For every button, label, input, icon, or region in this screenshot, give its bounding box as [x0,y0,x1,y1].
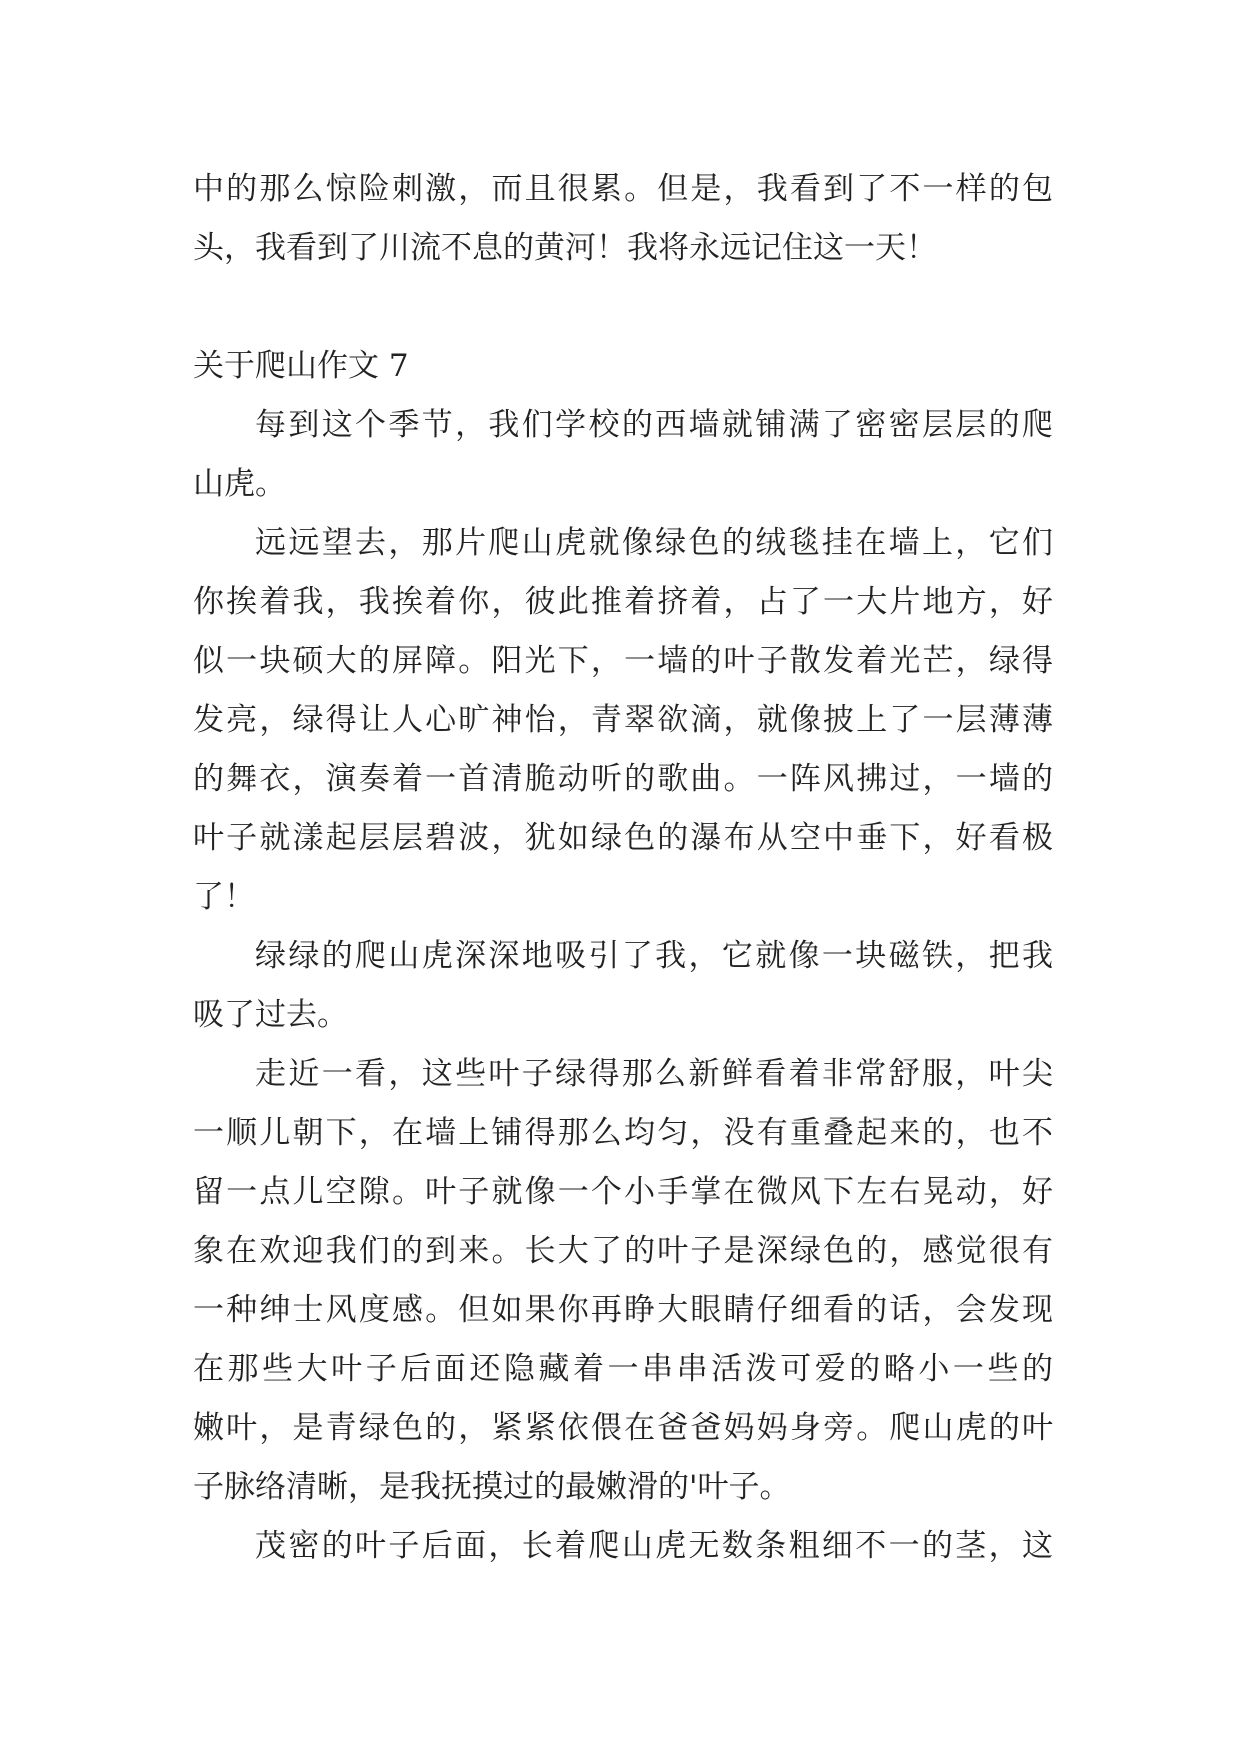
text-line: 茂密的叶子后面，长着爬山虎无数条粗细不一的茎，这 [255,1528,1053,1564]
text-line: 绿绿的爬山虎深深地吸引了我，它就像一块磁铁，把我 [255,938,1053,974]
text-line: 吸了过去。 [193,997,348,1033]
paragraph-4 [193,1045,1053,1517]
intro-paragraph [193,160,1053,278]
text-line: 你挨着我，我挨着你，彼此推着挤着，占了一大片地方，好 [193,584,1053,620]
text-line: 在那些大叶子后面还隐藏着一串串活泼可爱的略小一些的 [193,1351,1053,1387]
document-body [193,160,1053,1576]
text-line: 了！ [193,879,255,915]
text-line: 象在欢迎我们的到来。长大了的叶子是深绿色的，感觉很有 [193,1233,1053,1269]
text-line: 发亮，绿得让人心旷神怡，青翠欲滴，就像披上了一层薄薄 [193,702,1053,738]
paragraph-3 [193,927,1053,1045]
section-title: 关于爬山作文 7 [193,348,409,384]
text-line: 子脉络清晰，是我抚摸过的最嫩滑的'叶子。 [193,1469,791,1505]
text-line: 似一块硕大的屏障。阳光下，一墙的叶子散发着光芒，绿得 [193,643,1053,679]
text-line: 中的那么惊险刺激，而且很累。但是，我看到了不一样的包 [193,171,1053,207]
text-line: 一顺儿朝下，在墙上铺得那么均匀，没有重叠起来的，也不 [193,1115,1053,1151]
text-line: 走近一看，这些叶子绿得那么新鲜看着非常舒服，叶尖 [255,1056,1053,1092]
text-line: 山虎。 [193,466,286,502]
text-line: 嫩叶，是青绿色的，紧紧依偎在爸爸妈妈身旁。爬山虎的叶 [193,1410,1053,1446]
text-line: 的舞衣，演奏着一首清脆动听的歌曲。一阵风拂过，一墙的 [193,761,1053,797]
text-line: 叶子就漾起层层碧波，犹如绿色的瀑布从空中垂下，好看极 [193,820,1053,856]
paragraph-5 [193,1517,1053,1576]
text-line: 一种绅士风度感。但如果你再睁大眼睛仔细看的话，会发现 [193,1292,1053,1328]
paragraph-2 [193,514,1053,927]
text-line: 远远望去，那片爬山虎就像绿色的绒毯挂在墙上，它们 [255,525,1053,561]
text-line: 头，我看到了川流不息的黄河！我将永远记住这一天！ [193,230,937,266]
text-line: 每到这个季节，我们学校的西墙就铺满了密密层层的爬 [255,407,1053,443]
text-line: 留一点儿空隙。叶子就像一个小手掌在微风下左右晃动，好 [193,1174,1053,1210]
paragraph-gap [193,278,1053,337]
paragraph-1 [193,396,1053,514]
